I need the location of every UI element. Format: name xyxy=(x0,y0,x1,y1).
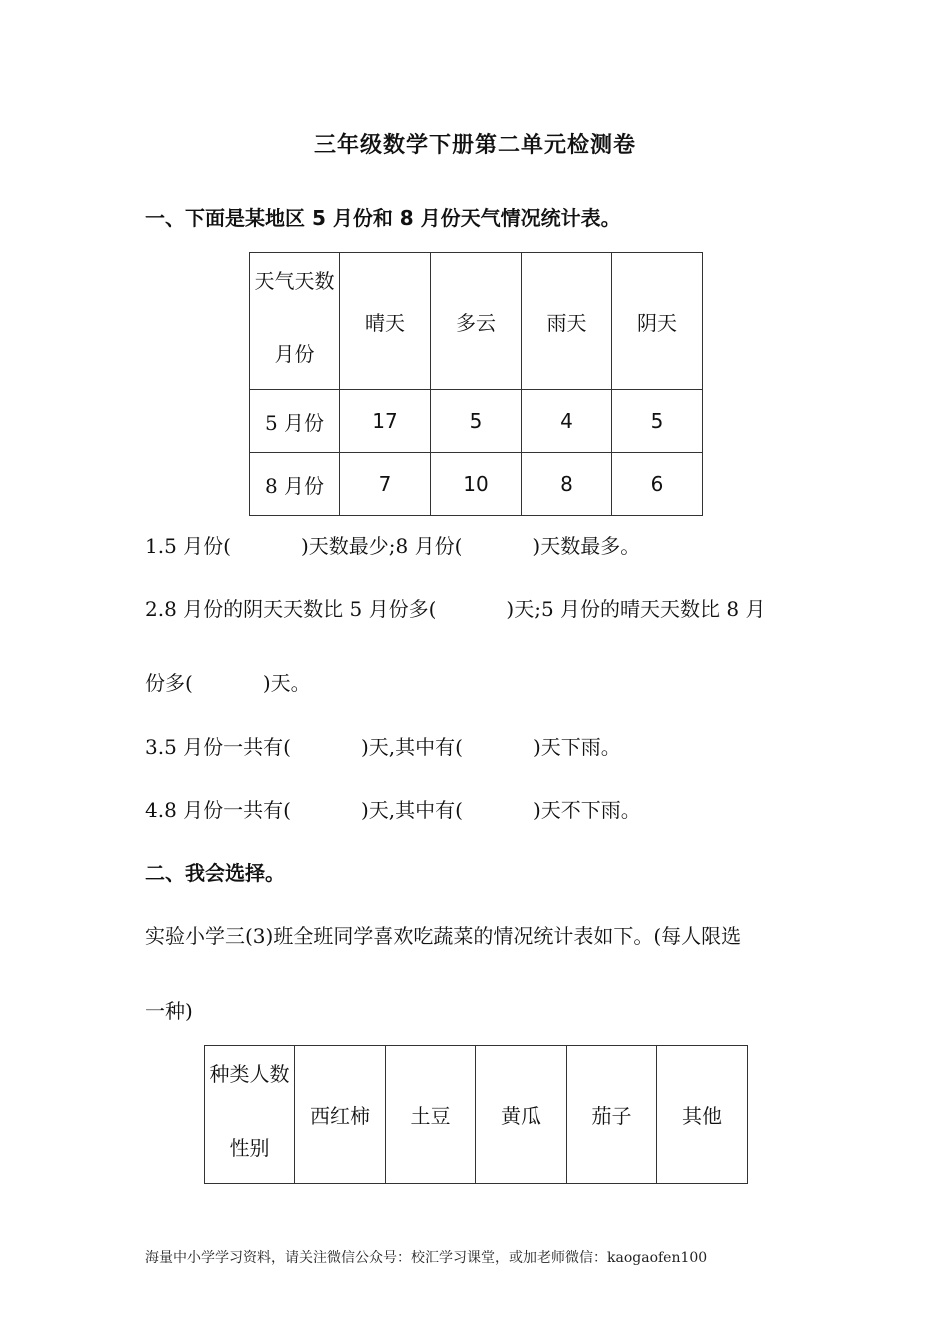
vegetable-table-header-row xyxy=(205,1046,748,1184)
column-header: 西红柿 xyxy=(295,1046,386,1184)
table-cell: 6 xyxy=(612,453,703,516)
vegetable-table xyxy=(204,1045,748,1184)
question-2-text-b: )天;5 月份的晴天天数比 8 月 xyxy=(506,597,766,621)
weather-table-header-row xyxy=(250,253,703,390)
section2-intro-line1: 实验小学三(3)班全班同学喜欢吃蔬菜的情况统计表如下。(每人限选 xyxy=(145,924,742,948)
section1-heading: 一、下面是某地区 5 月份和 8 月份天气情况统计表。 xyxy=(145,206,621,230)
question-3 xyxy=(145,731,621,760)
weather-table-corner-cell xyxy=(250,253,340,390)
column-header: 晴天 xyxy=(340,253,431,390)
page-title: 三年级数学下册第二单元检测卷 xyxy=(313,132,636,158)
section2-intro-line2: 一种) xyxy=(145,999,193,1023)
corner-top-label: 天气天数 xyxy=(254,269,335,293)
weather-table xyxy=(249,252,703,516)
question-1 xyxy=(145,530,640,559)
question-2-text-d: )天。 xyxy=(262,671,311,695)
column-header: 茄子 xyxy=(567,1046,657,1184)
question-2-text-c: 份多( xyxy=(145,671,193,695)
table-cell: 4 xyxy=(522,390,612,453)
corner-top-label: 种类人数 xyxy=(209,1062,290,1086)
column-header: 雨天 xyxy=(522,253,612,390)
table-cell: 8 xyxy=(522,453,612,516)
question-3-text-c: )天下雨。 xyxy=(532,735,621,759)
question-1-text-c: )天数最多。 xyxy=(532,534,641,558)
column-header: 其他 xyxy=(657,1046,748,1184)
column-header: 阴天 xyxy=(612,253,703,390)
question-1-text-a: 1.5 月份( xyxy=(145,534,231,558)
corner-bottom-label: 性别 xyxy=(229,1136,270,1160)
question-3-text-a: 3.5 月份一共有( xyxy=(145,735,291,759)
question-4-text-a: 4.8 月份一共有( xyxy=(145,798,291,822)
section2-heading: 二、我会选择。 xyxy=(145,861,285,885)
table-cell: 5 xyxy=(431,390,522,453)
vegetable-table-corner-cell xyxy=(205,1046,295,1184)
table-row xyxy=(250,453,703,516)
column-header: 土豆 xyxy=(386,1046,476,1184)
corner-bottom-label: 月份 xyxy=(274,342,315,366)
question-2-text-a: 2.8 月份的阴天天数比 5 月份多( xyxy=(145,597,437,621)
column-header: 多云 xyxy=(431,253,522,390)
table-cell: 7 xyxy=(340,453,431,516)
table-cell: 5 xyxy=(612,390,703,453)
question-4-text-c: )天不下雨。 xyxy=(532,798,641,822)
row-label: 8 月份 xyxy=(250,453,340,516)
question-2-line1 xyxy=(145,593,765,622)
table-row xyxy=(250,390,703,453)
question-1-text-b: )天数最少;8 月份( xyxy=(300,534,463,558)
question-3-text-b: )天,其中有( xyxy=(360,735,463,759)
table-cell: 17 xyxy=(340,390,431,453)
row-label: 5 月份 xyxy=(250,390,340,453)
question-4-text-b: )天,其中有( xyxy=(360,798,463,822)
column-header: 黄瓜 xyxy=(476,1046,567,1184)
page-footer: 海量中小学学习资料，请关注微信公众号：校汇学习课堂，或加老师微信：kaogaofen100 xyxy=(145,1250,708,1266)
question-4 xyxy=(145,794,641,823)
table-cell: 10 xyxy=(431,453,522,516)
question-2-line2 xyxy=(145,667,311,696)
